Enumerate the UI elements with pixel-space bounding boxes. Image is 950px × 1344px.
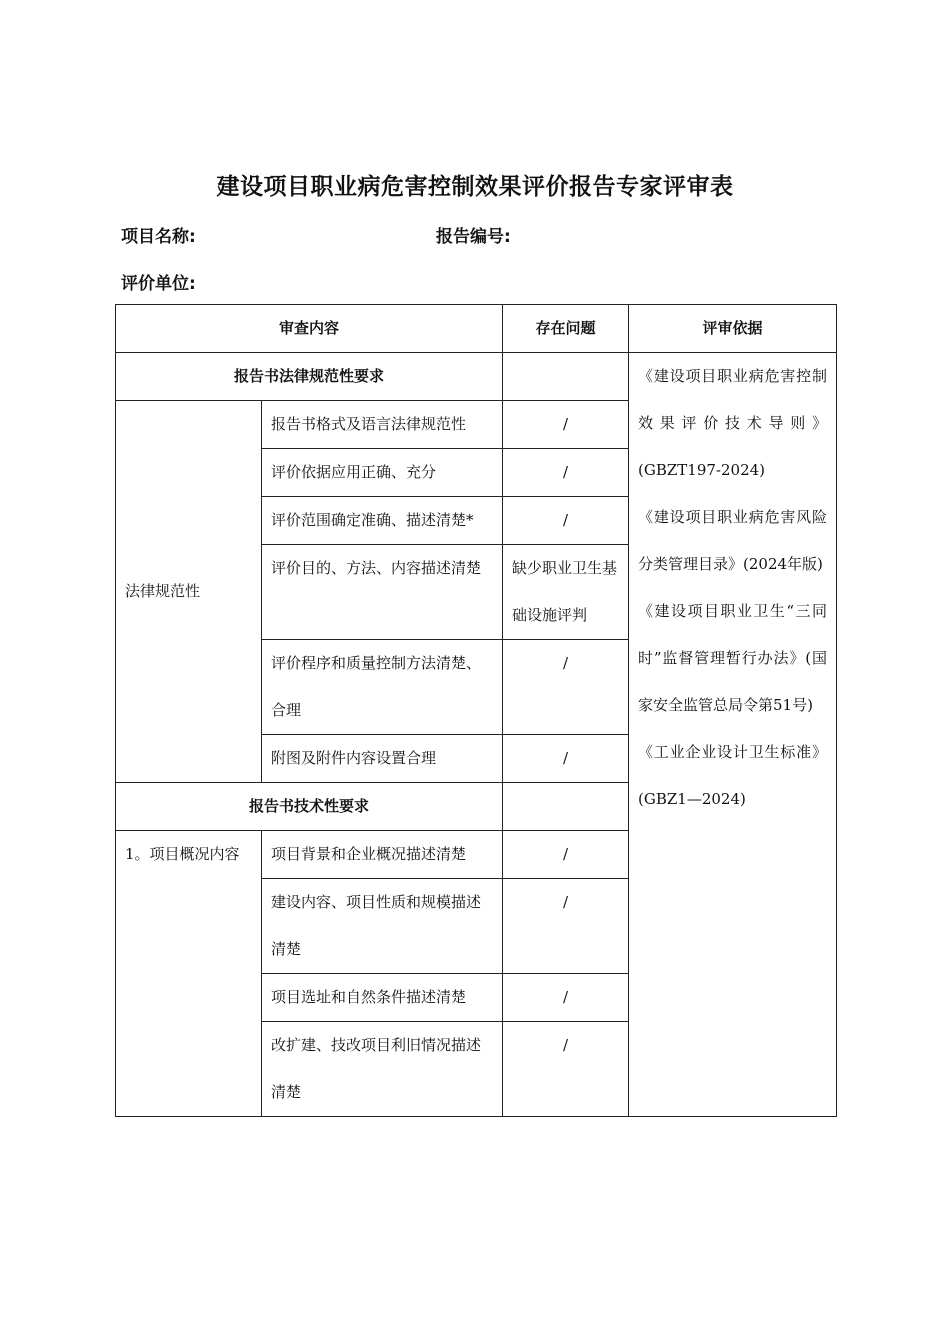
header-issues: 存在问题 bbox=[503, 305, 629, 353]
category-legal: 法律规范性 bbox=[116, 401, 262, 783]
issue-cell: / bbox=[503, 1022, 629, 1117]
review-table bbox=[115, 304, 837, 1117]
issue-cell: / bbox=[503, 497, 629, 545]
report-number-label: 报告编号: bbox=[436, 227, 511, 247]
review-basis-cell bbox=[629, 353, 837, 1117]
basis-item: 《建设项目职业病危害控制效果评价技术导则》(GBZT197-2024) bbox=[638, 367, 828, 479]
issue-cell: / bbox=[503, 974, 629, 1022]
issue-cell: 缺少职业卫生基础设施评判 bbox=[503, 545, 629, 640]
header-basis: 评审依据 bbox=[629, 305, 837, 353]
issue-cell: / bbox=[503, 831, 629, 879]
category-project-overview: 1。项目概况内容 bbox=[116, 831, 262, 1117]
section-title-technical: 报告书技术性要求 bbox=[116, 783, 503, 831]
table-header-row bbox=[116, 305, 837, 353]
section-row bbox=[116, 353, 837, 401]
review-item: 改扩建、技改项目利旧情况描述清楚 bbox=[262, 1022, 503, 1117]
issue-cell: / bbox=[503, 401, 629, 449]
basis-item: 《建设项目职业病危害风险分类管理目录》(2024年版) bbox=[638, 508, 828, 573]
issue-cell: / bbox=[503, 449, 629, 497]
basis-item: 《工业企业设计卫生标准》(GBZ1—2024) bbox=[638, 743, 828, 808]
header-review-content: 审查内容 bbox=[116, 305, 503, 353]
section-issue-empty bbox=[503, 353, 629, 401]
review-item: 项目背景和企业概况描述清楚 bbox=[262, 831, 503, 879]
review-item: 建设内容、项目性质和规模描述清楚 bbox=[262, 879, 503, 974]
basis-item: 《建设项目职业卫生“三同时”监督管理暂行办法》(国家安全监管总局令第51号) bbox=[638, 602, 828, 714]
section-issue-empty bbox=[503, 783, 629, 831]
evaluation-unit-label: 评价单位: bbox=[121, 274, 196, 294]
review-item: 报告书格式及语言法律规范性 bbox=[262, 401, 503, 449]
document-title: 建设项目职业病危害控制效果评价报告专家评审表 bbox=[216, 174, 734, 200]
project-name-label: 项目名称: bbox=[121, 227, 196, 247]
issue-cell: / bbox=[503, 735, 629, 783]
review-item: 评价范围确定准确、描述清楚* bbox=[262, 497, 503, 545]
issue-cell: / bbox=[503, 879, 629, 974]
issue-cell: / bbox=[503, 640, 629, 735]
review-item: 评价依据应用正确、充分 bbox=[262, 449, 503, 497]
review-item: 附图及附件内容设置合理 bbox=[262, 735, 503, 783]
section-title-legal: 报告书法律规范性要求 bbox=[116, 353, 503, 401]
review-item: 评价程序和质量控制方法清楚、合理 bbox=[262, 640, 503, 735]
review-item: 项目选址和自然条件描述清楚 bbox=[262, 974, 503, 1022]
review-item: 评价目的、方法、内容描述清楚 bbox=[262, 545, 503, 640]
